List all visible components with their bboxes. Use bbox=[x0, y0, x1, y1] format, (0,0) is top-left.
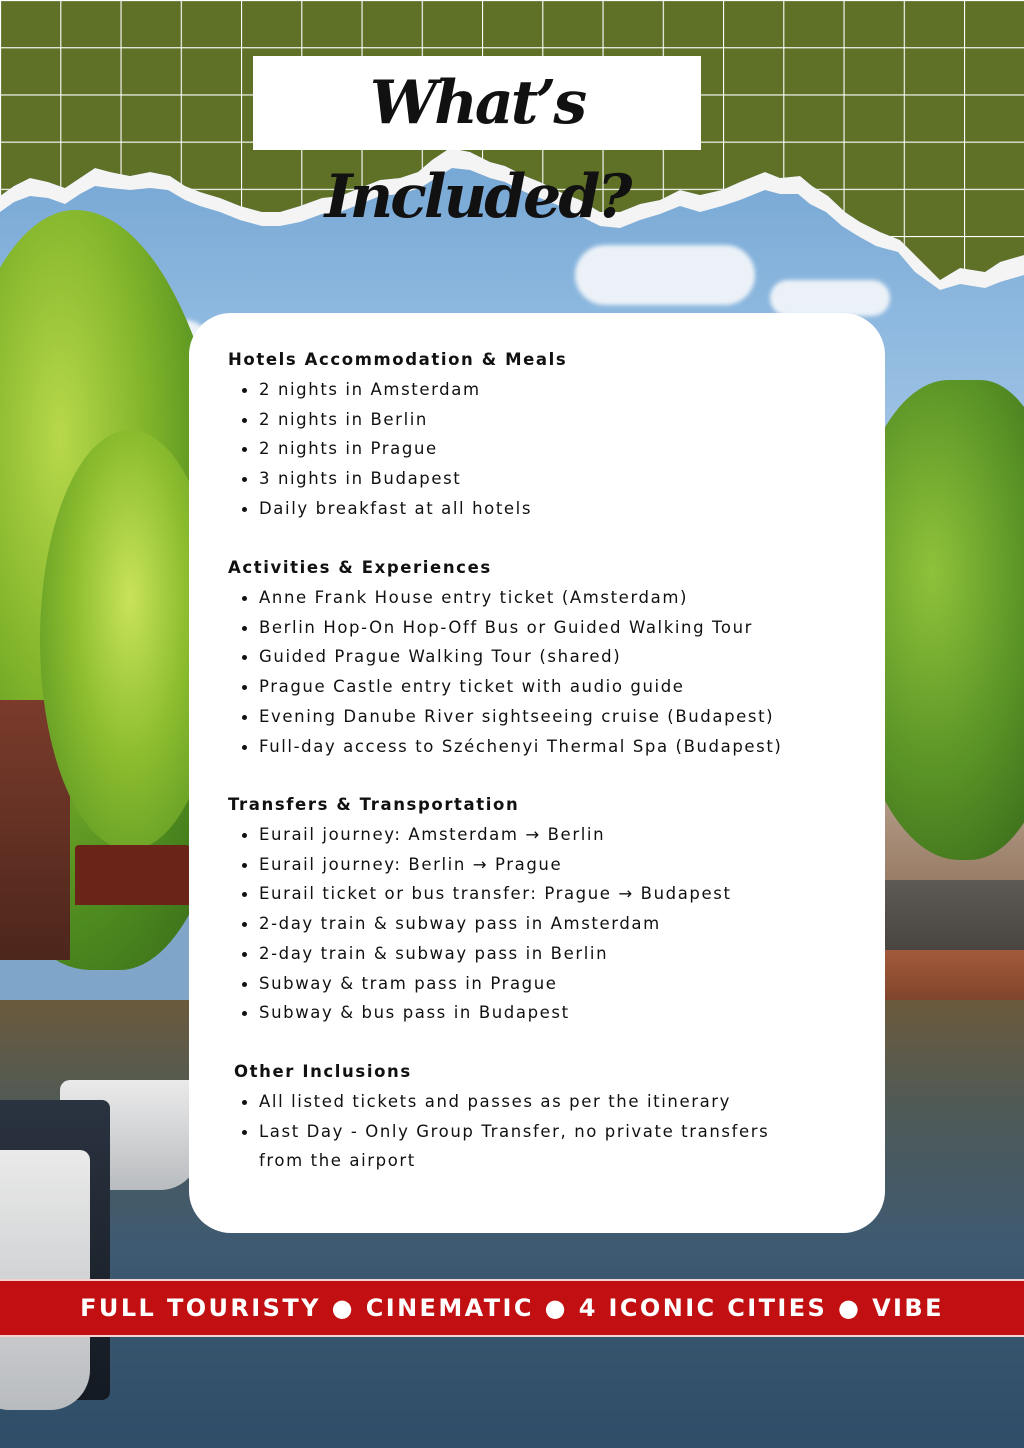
item-text: 2 nights in Amsterdam bbox=[259, 380, 481, 399]
list-item bbox=[228, 998, 819, 1028]
item-text: 3 nights in Budapest bbox=[259, 469, 462, 489]
section-activities bbox=[228, 553, 819, 761]
section-other bbox=[228, 1057, 819, 1176]
tagline-banner bbox=[0, 1279, 1024, 1337]
item-text: Eurail journey: Amsterdam → Berlin bbox=[259, 825, 606, 844]
list-item bbox=[228, 732, 819, 762]
list-item bbox=[228, 820, 819, 850]
item-text: Last Day - Only Group Transfer, no private transfers from the airport bbox=[259, 1121, 770, 1171]
list-item bbox=[228, 583, 819, 613]
item-text: Guided Prague Walking Tour (shared) bbox=[259, 647, 622, 667]
tagline-text: FULL TOURISTY ● CINEMATIC ● 4 ICONIC CITIES ● VIBE bbox=[80, 1294, 944, 1322]
list-item bbox=[228, 405, 819, 435]
list-item bbox=[228, 494, 819, 524]
item-text: 2-day train & subway pass in Berlin bbox=[259, 943, 609, 963]
item-list bbox=[228, 1087, 819, 1176]
item-text: Prague Castle entry ticket with audio guide bbox=[259, 677, 685, 697]
section-title: Hotels Accommodation & Meals bbox=[228, 350, 568, 369]
list-item bbox=[228, 909, 819, 939]
list-item bbox=[228, 464, 819, 494]
item-text: Eurail journey: Berlin → Prague bbox=[259, 854, 563, 874]
item-text: 2 nights in Berlin bbox=[259, 409, 428, 429]
list-item bbox=[228, 1087, 819, 1117]
item-text: Evening Danube River sightseeing cruise (Budapest) bbox=[259, 706, 775, 726]
inclusions-card bbox=[189, 313, 885, 1233]
list-item bbox=[228, 850, 819, 880]
item-list bbox=[228, 820, 819, 1028]
list-item bbox=[228, 969, 819, 999]
page-title: What’s Included? bbox=[324, 68, 630, 232]
cafe-awning bbox=[75, 845, 190, 905]
item-text: Subway & tram pass in Prague bbox=[259, 973, 558, 993]
item-text: All listed tickets and passes as per the itinerary bbox=[259, 1092, 732, 1111]
section-hotels bbox=[228, 345, 819, 524]
header-grid-banner bbox=[0, 0, 1024, 290]
list-item bbox=[228, 879, 819, 909]
item-text: Subway & bus pass in Budapest bbox=[259, 1003, 570, 1023]
item-text: Anne Frank House entry ticket (Amsterdam) bbox=[259, 588, 689, 607]
list-item bbox=[228, 672, 819, 702]
section-title: Other Inclusions bbox=[234, 1062, 412, 1081]
list-item bbox=[228, 375, 819, 405]
item-text: Eurail ticket or bus transfer: Prague → Budapest bbox=[259, 884, 732, 904]
item-list bbox=[228, 583, 819, 761]
list-item bbox=[228, 642, 819, 672]
section-title: Activities & Experiences bbox=[228, 558, 492, 577]
item-text: 2 nights in Prague bbox=[259, 439, 438, 459]
list-item bbox=[228, 702, 819, 732]
item-text: Full-day access to Széchenyi Thermal Spa (Budapest) bbox=[259, 736, 783, 756]
list-item bbox=[228, 939, 819, 969]
item-text: Daily breakfast at all hotels bbox=[259, 498, 533, 518]
title-box bbox=[253, 56, 701, 232]
item-text: Berlin Hop-On Hop-Off Bus or Guided Walking Tour bbox=[259, 617, 754, 637]
list-item bbox=[228, 1117, 819, 1176]
list-item bbox=[228, 434, 819, 464]
section-title: Transfers & Transportation bbox=[228, 795, 520, 814]
item-list bbox=[228, 375, 819, 524]
section-transfers bbox=[228, 790, 819, 1028]
list-item bbox=[228, 613, 819, 643]
item-text: 2-day train & subway pass in Amsterdam bbox=[259, 914, 661, 934]
